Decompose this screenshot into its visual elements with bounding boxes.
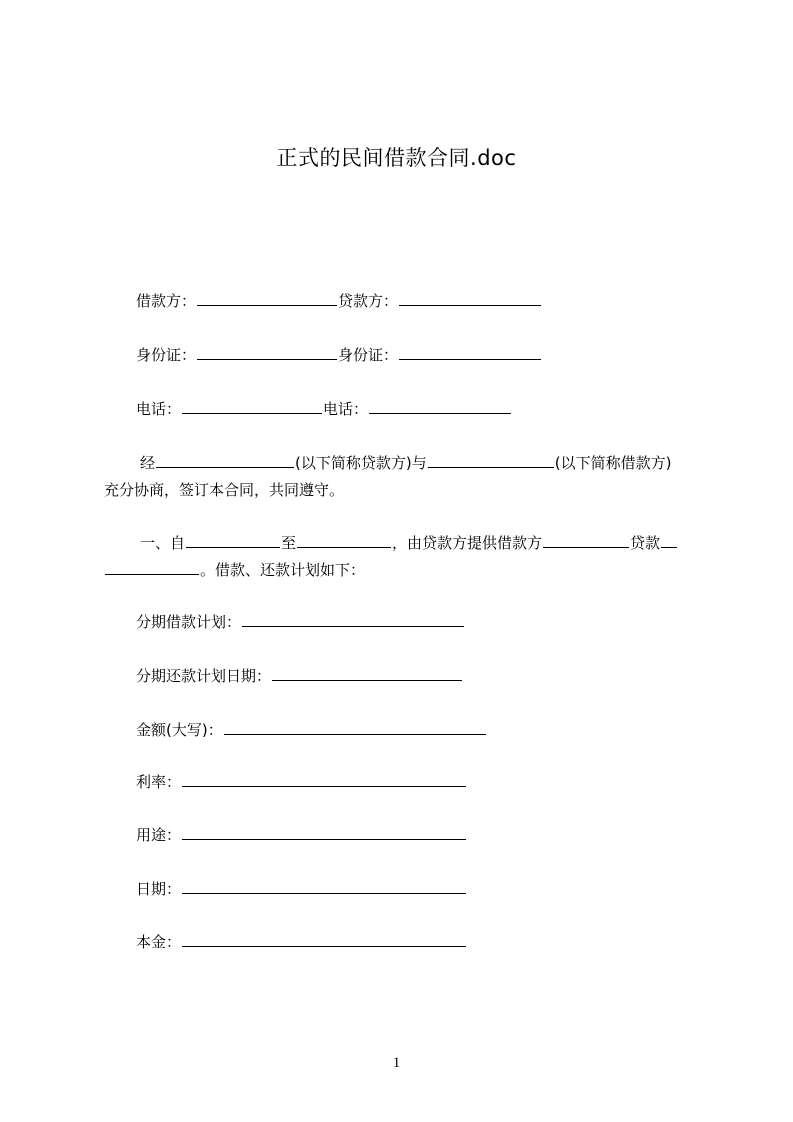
interest-rate-blank[interactable] <box>182 772 466 787</box>
lender-blank[interactable] <box>399 291 541 306</box>
lender-id-blank[interactable] <box>399 345 541 360</box>
amount-upper-blank[interactable] <box>224 720 486 735</box>
clause1-line-1 <box>140 533 678 553</box>
page-number: 1 <box>392 1055 401 1071</box>
amount-upper-label: 金额(大写)： <box>136 721 223 739</box>
borrower-id-label: 身份证： <box>136 346 197 364</box>
installment-repay-date-blank[interactable] <box>272 666 462 681</box>
installment-repay-date-label: 分期还款计划日期： <box>136 667 272 685</box>
clause1-line-2 <box>104 560 365 580</box>
clause1-borrower-blank[interactable] <box>543 533 629 548</box>
borrower-phone-blank[interactable] <box>182 399 322 414</box>
installment-loan-plan-blank[interactable] <box>242 612 464 627</box>
date-row <box>136 879 467 899</box>
installment-loan-plan-label: 分期借款计划： <box>136 613 242 631</box>
clause1-to: 至 <box>281 534 297 552</box>
clause1-start-date-blank[interactable] <box>186 533 280 548</box>
lender-id-label: 身份证： <box>338 346 399 364</box>
clause1-loan: 贷款 <box>630 534 661 552</box>
id-row <box>136 345 542 365</box>
intro-jing: 经 <box>140 454 156 472</box>
borrower-phone-label: 电话： <box>136 400 182 418</box>
intro-line-2: 充分协商，签订本合同，共同遵守。 <box>104 481 345 499</box>
interest-rate-row <box>136 772 467 792</box>
date-blank[interactable] <box>182 879 466 894</box>
borrower-label: 借款方： <box>136 292 197 310</box>
borrower-blank[interactable] <box>197 291 337 306</box>
principal-row <box>136 932 467 952</box>
date-label: 日期： <box>136 880 182 898</box>
party-row <box>136 291 542 311</box>
clause1-prefix: 一、自 <box>140 534 186 552</box>
installment-repay-date-row <box>136 666 463 686</box>
intro-lender-alias: (以下简称贷款方)与 <box>295 454 427 472</box>
intro-lender-blank[interactable] <box>156 453 294 468</box>
clause1-end-date-blank[interactable] <box>297 533 391 548</box>
lender-phone-label: 电话： <box>323 400 369 418</box>
clause1-middle: ，由贷款方提供借款方 <box>392 534 543 552</box>
lender-label: 贷款方： <box>338 292 399 310</box>
purpose-blank[interactable] <box>182 825 466 840</box>
phone-row <box>136 399 512 419</box>
purpose-label: 用途： <box>136 826 182 844</box>
amount-upper-row <box>136 720 487 740</box>
clause1-amount-blank-b[interactable] <box>105 560 199 575</box>
clause1-amount-blank-a[interactable] <box>661 533 677 548</box>
principal-label: 本金： <box>136 933 182 951</box>
clause1-suffix: 。借款、还款计划如下： <box>200 561 366 579</box>
lender-phone-blank[interactable] <box>369 399 511 414</box>
intro-borrower-blank[interactable] <box>428 453 554 468</box>
borrower-id-blank[interactable] <box>197 345 337 360</box>
interest-rate-label: 利率： <box>136 773 182 791</box>
purpose-row <box>136 825 467 845</box>
installment-loan-plan-row <box>136 612 465 632</box>
principal-blank[interactable] <box>182 932 466 947</box>
document-title: 正式的民间借款合同.doc <box>276 146 517 170</box>
intro-borrower-alias: (以下简称借款方) <box>554 454 672 472</box>
intro-line-1 <box>140 453 671 473</box>
